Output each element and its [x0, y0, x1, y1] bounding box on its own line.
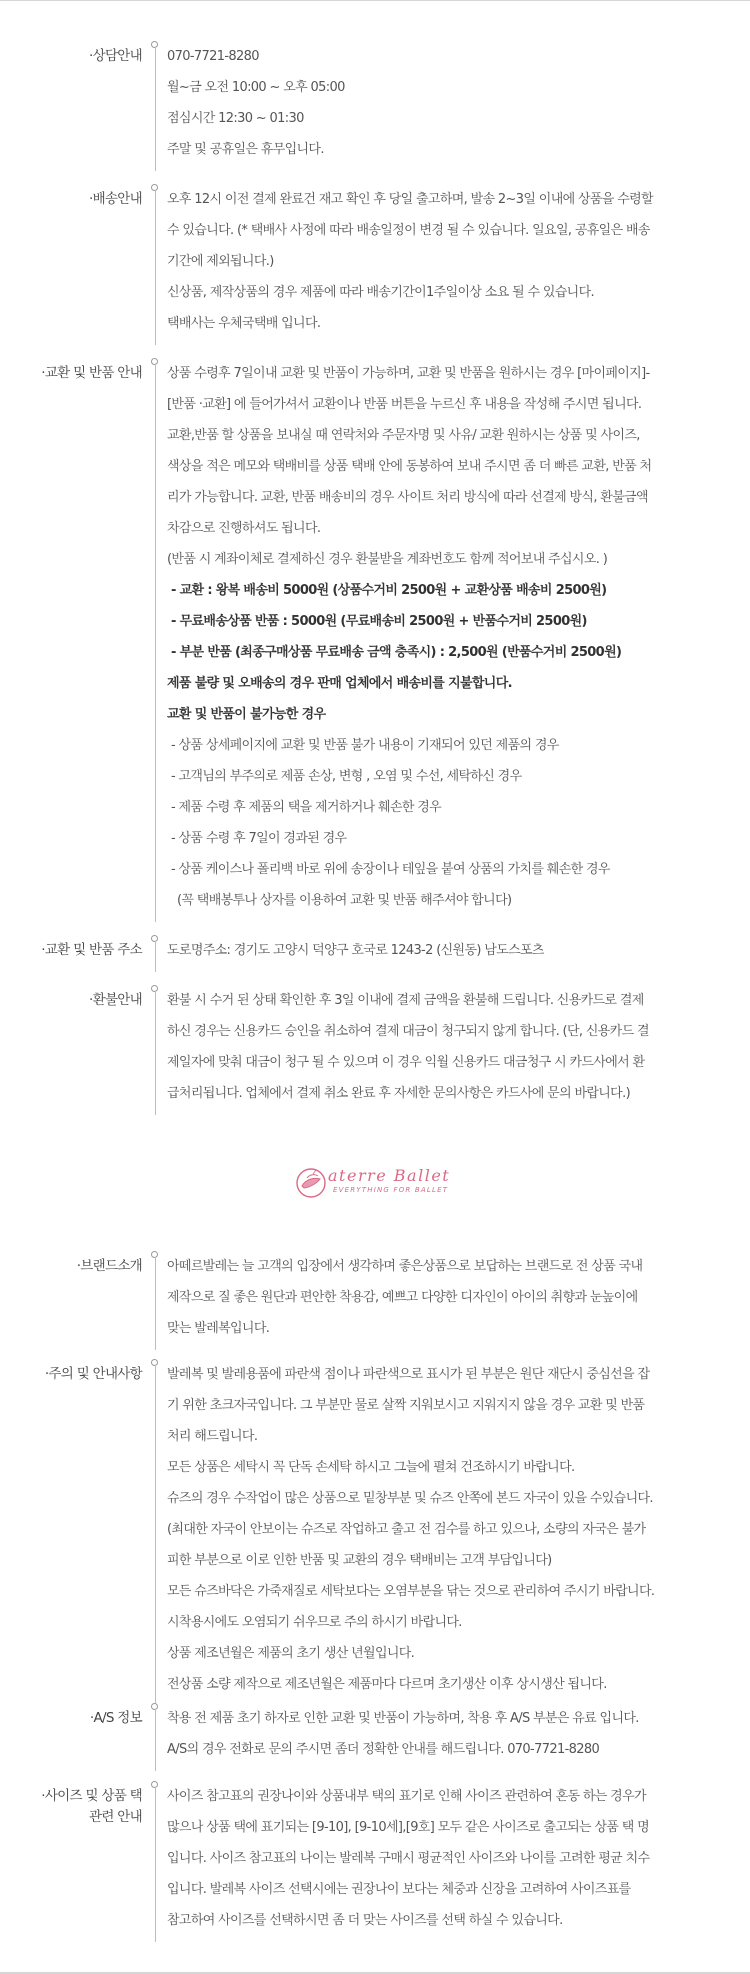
text-line: (반품 시 계좌이체로 결제하신 경우 환불받을 계좌번호도 함께 적어보내 주십시오. ) — [167, 552, 608, 567]
text-line: 슈즈의 경우 수작업이 많은 상품으로 밑창부분 및 슈즈 안쪽에 본드 자국이 있을 수있습니다. — [167, 1491, 653, 1506]
text-line: 월~금 오전 10:00 ~ 오후 05:00 — [167, 80, 345, 95]
text-line: 발레복 및 발레용품에 파란색 점이나 파란색으로 표시가 된 부분은 원단 재단시 중심선을 잡 — [167, 1367, 650, 1382]
text-line: 많으나 상품 택에 표기되는 [9-10], [9-10세],[9호] 모두 같은 사이즈로 출고되는 상품 택 명 — [167, 1820, 650, 1835]
section-label: ·주의 및 안내사항 — [44, 1366, 142, 1382]
section-content — [167, 184, 750, 339]
section-content — [167, 1781, 750, 1936]
text-line: 제일자에 맞춰 대금이 청구 될 수 있으며 이 경우 익월 신용카드 대금청구 시 카드사에서 환 — [167, 1055, 645, 1070]
text-line: 상품 수령후 7일이내 교환 및 반품이 가능하며, 교환 및 반품을 원하시는 경우 [마이페이지]- — [167, 366, 650, 381]
section-label: ·환불안내 — [89, 992, 142, 1008]
text-line: 오후 12시 이전 결제 완료건 재고 확인 후 당일 출고하며, 발송 2~3일 이내에 상품을 수령할 — [167, 192, 653, 207]
section-content — [167, 358, 750, 916]
section-content — [167, 1251, 750, 1344]
subheading: 교환 및 반품이 불가능한 경우 — [167, 707, 326, 722]
text-line: 제작으로 질 좋은 원단과 편안한 착용감, 예쁘고 다양한 디자인이 아이의 취향과 눈높이에 — [167, 1290, 638, 1305]
text-line: 급처리됩니다. 업체에서 결제 취소 완료 후 자세한 문의사항은 카드사에 문의 바랍니다.) — [167, 1086, 630, 1101]
list-item: - 제품 수령 후 제품의 택을 제거하거나 훼손한 경우 — [171, 800, 442, 815]
text-line: [반품 ·교환] 에 들어가셔서 교환이나 반품 버튼을 누르신 후 내용을 작성해 주시면 됩니다. — [167, 397, 642, 412]
text-line: 모든 상품은 세탁시 꼭 단독 손세탁 하시고 그늘에 펼쳐 건조하시기 바랍니다. — [167, 1460, 575, 1475]
text-line: (최대한 자국이 안보이는 슈즈로 작업하고 출고 전 검수를 하고 있으나, 소량의 자국은 불가 — [167, 1522, 646, 1537]
fee-line: - 무료배송상품 반품 : 5000원 (무료배송비 2500원 + 반품수거비 2500원) — [171, 614, 587, 629]
text-line: 입니다. 사이즈 참고표의 나이는 발레복 구매시 평균적인 사이즈와 나이를 고려한 평균 치수 — [167, 1851, 650, 1866]
section-content — [167, 41, 750, 165]
logo-wordmark: aterre Ballet — [328, 1166, 451, 1185]
section-content — [167, 1359, 750, 1700]
top-divider — [0, 0, 750, 1]
section-label: ·상담안내 — [89, 48, 142, 64]
section-content — [167, 985, 750, 1109]
text-line: 처리 해드립니다. — [167, 1429, 258, 1444]
text-line: 아떼르발레는 늘 고객의 입장에서 생각하며 좋은상품으로 보답하는 브랜드로 전 상품 국내 — [167, 1259, 643, 1274]
list-item: - 상품 케이스나 폴리백 바로 위에 송장이나 테잎을 붙여 상품의 가치를 훼손한 경우 — [171, 862, 610, 877]
fee-line: - 교환 : 왕복 배송비 5000원 (상품수거비 2500원 + 교환상품 배송비 2500원) — [171, 583, 607, 598]
text-line: 전상품 소량 제작으로 제조년월은 제품마다 다르며 초기생산 이후 상시생산 됩니다. — [167, 1677, 607, 1692]
timeline-line — [155, 364, 156, 922]
text-line: 기간에 제외됩니다.) — [167, 254, 274, 269]
text-line: 착용 전 제품 초기 하자로 인한 교환 및 반품이 가능하며, 착용 후 A/S 부분은 유료 입니다. — [167, 1711, 639, 1726]
text-line: 입니다. 발레복 사이즈 선택시에는 권장나이 보다는 체중과 신장을 고려하여 사이즈표를 — [167, 1882, 631, 1897]
text-line: 070-7721-8280 — [167, 49, 259, 64]
timeline-line — [155, 190, 156, 345]
section-label-line: ·사이즈 및 상품 택 — [41, 1788, 142, 1804]
text-line: 피한 부분으로 이로 인한 반품 및 교환의 경우 택배비는 고객 부담입니다) — [167, 1553, 552, 1568]
timeline-line — [155, 941, 156, 972]
brand-logo — [293, 1163, 463, 1201]
text-line: 맞는 발레복입니다. — [167, 1321, 270, 1336]
section-label: ·교환 및 반품 안내 — [41, 365, 142, 381]
text-line: 주말 및 공휴일은 휴무입니다. — [167, 142, 324, 157]
ballet-slipper-icon — [293, 1165, 329, 1201]
logo-tagline: EVERYTHING FOR BALLET — [333, 1186, 449, 1194]
notice-line: 제품 불량 및 오배송의 경우 판매 업체에서 배송비를 지불합니다. — [167, 676, 512, 691]
section-label-line: 관련 안내 — [89, 1809, 142, 1825]
text-line: 참고하여 사이즈를 선택하시면 좀 더 맞는 사이즈를 선택 하실 수 있습니다. — [167, 1913, 563, 1928]
section-label: ·브랜드소개 — [76, 1258, 142, 1274]
text-line: 교환,반품 할 상품을 보내실 때 연락처와 주문자명 및 사유/ 교환 원하시는 상품 및 사이즈, — [167, 428, 640, 443]
section-label: ·배송안내 — [89, 191, 142, 207]
text-line: 하신 경우는 신용카드 승인을 취소하여 결제 대금이 청구되지 않게 합니다. (단, 신용카드 결 — [167, 1024, 649, 1039]
list-item: - 고객님의 부주의로 제품 손상, 변형 , 오염 및 수선, 세탁하신 경우 — [171, 769, 522, 784]
section-content — [167, 935, 750, 966]
section-label: ·교환 및 반품 주소 — [41, 942, 142, 958]
text-line: 색상을 적은 메모와 택배비를 상품 택배 안에 동봉하여 보내 주시면 좀 더 빠른 교환, 반품 처 — [167, 459, 652, 474]
text-line: 차감으로 진행하셔도 됩니다. — [167, 521, 321, 536]
text-line: 기 위한 초크자국입니다. 그 부분만 물로 살짝 지워보시고 지워지지 않을 경우 교환 및 반품 — [167, 1398, 645, 1413]
timeline-line — [155, 47, 156, 171]
list-item: (꼭 택배봉투나 상자를 이용하여 교환 및 반품 해주셔야 합니다) — [177, 893, 512, 908]
timeline-line — [155, 991, 156, 1115]
text-line: 도로명주소: 경기도 고양시 덕양구 호국로 1243-2 (신원동) 남도스포츠 — [167, 943, 544, 958]
text-line: 사이즈 참고표의 권장나이와 상품내부 택의 표기로 인해 사이즈 관련하여 혼동 하는 경우가 — [167, 1789, 646, 1804]
list-item: - 상품 상세페이지에 교환 및 반품 불가 내용이 기재되어 있던 제품의 경우 — [171, 738, 559, 753]
text-line: A/S의 경우 전화로 문의 주시면 좀더 정확한 안내를 해드립니다. 070-7721-8280 — [167, 1742, 600, 1757]
text-line: 모든 슈즈바닥은 가죽재질로 세탁보다는 오염부분을 닦는 것으로 관리하여 주시기 바랍니다. — [167, 1584, 655, 1599]
timeline-line — [155, 1787, 156, 1942]
list-item: - 상품 수령 후 7일이 경과된 경우 — [171, 831, 347, 846]
text-line: 상품 제조년월은 제품의 초기 생산 년월입니다. — [167, 1646, 415, 1661]
text-line: 택배사는 우체국택배 입니다. — [167, 316, 321, 331]
text-line: 시착용시에도 오염되기 쉬우므로 주의 하시기 바랍니다. — [167, 1615, 462, 1630]
timeline-line — [155, 1365, 156, 1706]
timeline-line — [155, 1709, 156, 1771]
text-line: 점심시간 12:30 ~ 01:30 — [167, 111, 304, 126]
section-label: ·A/S 정보 — [89, 1710, 142, 1726]
text-line: 신상품, 제작상품의 경우 제품에 따라 배송기간이1주일이상 소요 될 수 있습니다. — [167, 285, 594, 300]
section-label — [41, 1781, 142, 1828]
text-line: 환불 시 수거 된 상태 확인한 후 3일 이내에 결제 금액을 환불해 드립니다. 신용카드로 결제 — [167, 993, 644, 1008]
fee-line: - 부분 반품 (최종구매상품 무료배송 금액 충족시) : 2,500원 (반품수거비 2500원) — [171, 645, 622, 660]
timeline-line — [155, 1257, 156, 1350]
text-line: 수 있습니다. (* 택배사 사정에 따라 배송일정이 변경 될 수 있습니다. 일요일, 공휴일은 배송 — [167, 223, 650, 238]
section-content — [167, 1703, 750, 1765]
text-line: 리가 가능합니다. 교환, 반품 배송비의 경우 사이트 처리 방식에 따라 선결제 방식, 환불금액 — [167, 490, 648, 505]
